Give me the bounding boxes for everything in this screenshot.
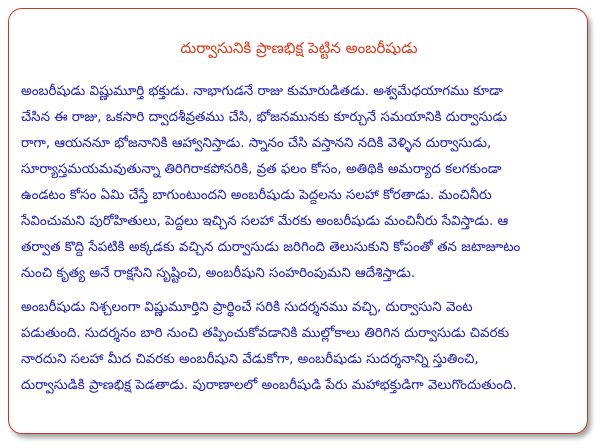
paragraph-line: అంబరీషుడు నిశ్చలంగా విష్ణుమూర్తిని ప్రార్థించే సరికి సుదర్శనము వచ్చి, దుర్వాసుని వెంట [21,300,473,315]
paragraph-line: చేసిన ఈ రాజు, ఒకసారి ద్వాదశీవ్రతము చేసి, భోజనమునకు కూర్చునే సమయానికి దుర్వాసుడు [21,110,508,125]
paragraph-line: సూర్యాస్తమయమవుతున్నా తిరిగిరాకపోసరికి, వ్రత ఫలం కోసం, అతిథికి అమర్యాద కలగకుండా [21,162,502,177]
story-title: దుర్వాసునికి ప్రాణభిక్ష పెట్టిన అంబరీషుడు [180,39,418,57]
paragraph-line: ఉండటం కోసం ఏమి చేస్తే బాగుంటుందని అంబరీషుడు పెద్దలను సలహా కోరతాడు. మంచినీరు [21,188,492,203]
paragraph-line: అంబరీషుడు విష్ణుమూర్తి భక్తుడు. నాభాగుడనే రాజు కుమారుడితడు. అశ్వమేధయాగము కూడా [21,84,503,99]
paragraph-line: దుర్వాసుడికి ప్రాణభిక్ష పెడతాడు. పురాణాలలో అంబరీషుడి పేరు మహాభక్తుడిగా వెలుగొందుతుంది. [21,378,517,393]
paragraph-line: పడుతుంది. సుదర్శనం బారి నుంచి తప్పించుకోవడానికి ముల్లోకాలు తిరిగిన దుర్వాసుడు చివరకు [21,326,510,341]
story-paragraph-1 [21,79,581,287]
paragraph-line: నారదుని సలహా మీద చివరకు అంబరీషుని వేడుకోగా, అంబరీషుడు సుదర్శనాన్ని స్తుతించి, [21,352,479,367]
story-card [8,8,588,434]
story-paragraph-2 [21,295,581,399]
paragraph-line: తర్వాత కొద్ది సేపటికి అక్కడకు వచ్చిన దుర్వాసుడు జరిగింది తెలుసుకుని కోపంతో తన జటాజూటం [21,240,521,255]
paragraph-line: సేవించుమని పురోహితులు, పెద్దలు ఇచ్చిన సలహా మేరకు అంబరీషుడు మంచినీరు సేవిస్తాడు. ఆ [21,214,509,229]
paragraph-line: నుంచి కృత్య అనే రాక్షసిని సృష్టించి, అంబరీషుని సంహరింపుమని ఆదేశిస్తాడు. [21,266,416,281]
paragraph-line: రాగా, ఆయననూ భోజనానికి ఆహ్వానిస్తాడు. స్నానం చేసి వస్తానని నదికి వెళ్ళిన దుర్వాసుడు, [21,136,492,151]
